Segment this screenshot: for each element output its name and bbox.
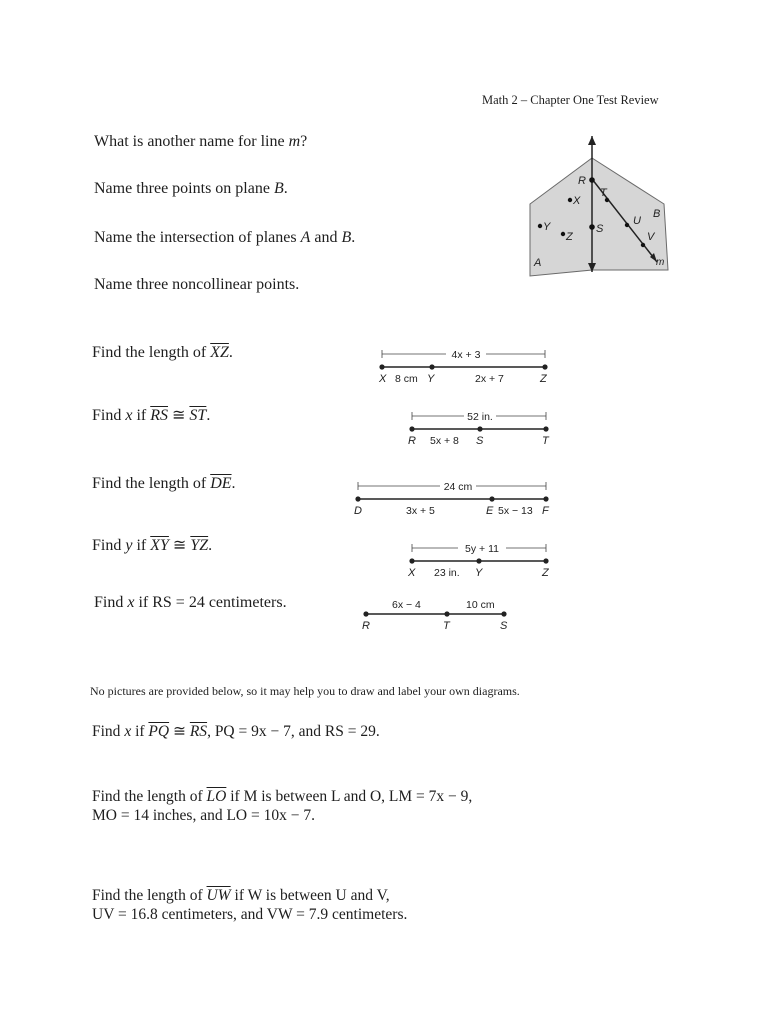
- variable: B: [341, 229, 352, 246]
- segment-label: 2x + 7: [475, 373, 504, 385]
- top-length-label: 24 cm: [443, 481, 473, 493]
- variable: A: [300, 229, 311, 246]
- point-f: [543, 496, 548, 501]
- point-label: T: [443, 620, 450, 632]
- point-label: S: [476, 435, 484, 447]
- question-points-plane-b: [94, 180, 288, 198]
- point-u: [625, 223, 629, 227]
- question-plane-intersection: [94, 229, 355, 247]
- point-label: R: [362, 620, 370, 632]
- point-label: F: [542, 505, 549, 517]
- point-x: [409, 558, 414, 563]
- question-noncollinear: Name three noncollinear points.: [94, 276, 300, 293]
- variable: x: [124, 723, 132, 740]
- variable: x: [125, 407, 133, 424]
- problem-length-xz: [92, 344, 233, 362]
- point-z: [543, 558, 548, 563]
- point-label: X: [379, 373, 387, 385]
- segment-name: $\overline{UW}$: [206, 887, 231, 904]
- diagram-xyz: [400, 540, 560, 582]
- problem-text: .: [208, 537, 213, 554]
- point-label: S: [500, 620, 508, 632]
- question-text: .: [283, 180, 288, 197]
- point-v: [641, 243, 645, 247]
- problem-text: Find: [92, 723, 125, 740]
- point-label: Z: [542, 567, 549, 579]
- diagram-xz: [370, 346, 560, 388]
- question-text: What is another name for line: [94, 133, 289, 150]
- congruent-symbol: ≅: [169, 723, 190, 740]
- point-s: [501, 611, 506, 616]
- segment-label: 10 cm: [466, 599, 495, 611]
- arrowhead-up: [588, 136, 596, 145]
- problem-line: UV = 16.8 centimeters, and VW = 7.9 centimeters.: [92, 906, 408, 923]
- label-line-m: m: [656, 257, 665, 268]
- diagram-rst: [400, 408, 560, 450]
- point-s: [589, 224, 595, 230]
- segment-label: 23 in.: [434, 567, 460, 579]
- problem-text: Find the length of: [92, 344, 211, 361]
- point-x: [379, 364, 384, 369]
- problem-length-uw: [92, 886, 407, 924]
- point-label: Z: [540, 373, 547, 385]
- problem-line: [92, 886, 407, 905]
- question-line-m: [94, 133, 307, 151]
- problem-text: Find: [94, 594, 128, 611]
- point-s: [477, 426, 482, 431]
- point-label: E: [486, 505, 494, 517]
- problem-text: Find the length of: [92, 887, 207, 904]
- problem-text: .: [206, 407, 211, 424]
- point-t: [543, 426, 548, 431]
- point-y: [538, 224, 542, 228]
- point-label: R: [408, 435, 416, 447]
- question-text: Name the intersection of planes: [94, 229, 301, 246]
- top-length-label: 5y + 11: [465, 543, 499, 555]
- question-text: .: [351, 229, 356, 246]
- problem-text: .: [228, 344, 233, 361]
- point-label: D: [354, 505, 362, 517]
- problem-length-lo: [92, 787, 472, 825]
- problem-text: if W is between U and V,: [230, 887, 390, 904]
- label-z: Z: [566, 231, 573, 243]
- problem-text: .: [231, 475, 236, 492]
- segment-label: 3x + 5: [406, 505, 435, 517]
- point-label: Y: [475, 567, 483, 579]
- segment-name: $\overline{DE}$: [210, 475, 232, 492]
- problem-text: , PQ = 9x − 7, and RS = 29.: [207, 723, 380, 740]
- problem-rs-congruent-st: [92, 405, 210, 425]
- point-t: [444, 611, 449, 616]
- label-x: X: [573, 195, 581, 207]
- problem-line: MO = 14 inches, and LO = 10x − 7.: [92, 807, 315, 824]
- problem-text: if M is between L and O, LM = 7x − 9,: [226, 788, 473, 805]
- segment-name: $\overline{ST}$: [189, 407, 207, 424]
- problem-pq-congruent-rs: [92, 722, 380, 741]
- congruent-symbol: ≅: [168, 537, 191, 554]
- segment-name: $\overline{LO}$: [206, 788, 227, 805]
- variable: m: [288, 133, 301, 150]
- point-z: [542, 364, 547, 369]
- problem-line: [92, 787, 472, 806]
- segment-name: $\overline{RS}$: [150, 407, 169, 424]
- point-label: Y: [427, 373, 435, 385]
- question-text: ?: [300, 133, 308, 150]
- top-length-label: 4x + 3: [451, 349, 481, 361]
- segment-label: 5x + 8: [430, 435, 459, 447]
- problem-text: Find the length of: [92, 788, 207, 805]
- label-t: T: [600, 187, 607, 199]
- diagram-def: [346, 478, 560, 520]
- problem-rs-24: [94, 594, 287, 612]
- point-y: [429, 364, 434, 369]
- top-length-label: 52 in.: [467, 411, 493, 423]
- label-v: V: [647, 231, 655, 243]
- point-label: X: [408, 567, 416, 579]
- point-r: [409, 426, 414, 431]
- problem-text: if: [132, 407, 151, 424]
- problem-length-de: [92, 475, 236, 493]
- segment-label: 6x − 4: [392, 599, 421, 611]
- segment-label: 8 cm: [395, 373, 418, 385]
- label-plane-b: B: [653, 208, 661, 220]
- segment-name: $\overline{RS}$: [189, 723, 208, 740]
- question-text: Name three points on plane: [94, 180, 274, 197]
- question-text: and: [310, 229, 342, 246]
- segment-name: $\overline{PQ}$: [148, 723, 170, 740]
- segment-label: 5x − 13: [498, 505, 533, 517]
- problem-text: Find the length of: [92, 475, 211, 492]
- problem-text: Find: [92, 537, 126, 554]
- point-e: [489, 496, 494, 501]
- point-y: [476, 558, 481, 563]
- point-r: [589, 177, 595, 183]
- congruent-symbol: ≅: [168, 407, 190, 424]
- label-y: Y: [543, 221, 551, 233]
- segment-name: $\overline{XZ}$: [210, 344, 229, 361]
- variable: y: [125, 537, 133, 554]
- point-label: T: [542, 435, 549, 447]
- point-r: [363, 611, 368, 616]
- problem-text: if RS = 24 centimeters.: [134, 594, 287, 611]
- label-plane-a: A: [534, 257, 542, 269]
- planes-figure: [526, 134, 674, 282]
- point-d: [355, 496, 360, 501]
- problem-text: if: [132, 537, 151, 554]
- point-z: [561, 232, 565, 236]
- problem-text: if: [131, 723, 149, 740]
- label-u: U: [633, 215, 641, 227]
- instruction-note: No pictures are provided below, so it may help you to draw and label your own diagrams.: [90, 684, 520, 698]
- label-r: R: [578, 175, 586, 187]
- variable: B: [273, 180, 284, 197]
- segment-name: $\overline{XY}$: [150, 537, 169, 554]
- diagram-rts: [354, 596, 524, 634]
- point-x: [568, 198, 572, 202]
- problem-text: Find: [92, 407, 126, 424]
- problem-xy-congruent-yz: [92, 535, 212, 555]
- segment-name: $\overline{YZ}$: [190, 537, 209, 554]
- variable: x: [127, 594, 135, 611]
- label-s: S: [596, 223, 604, 235]
- page-header-title: Math 2 – Chapter One Test Review: [482, 93, 659, 107]
